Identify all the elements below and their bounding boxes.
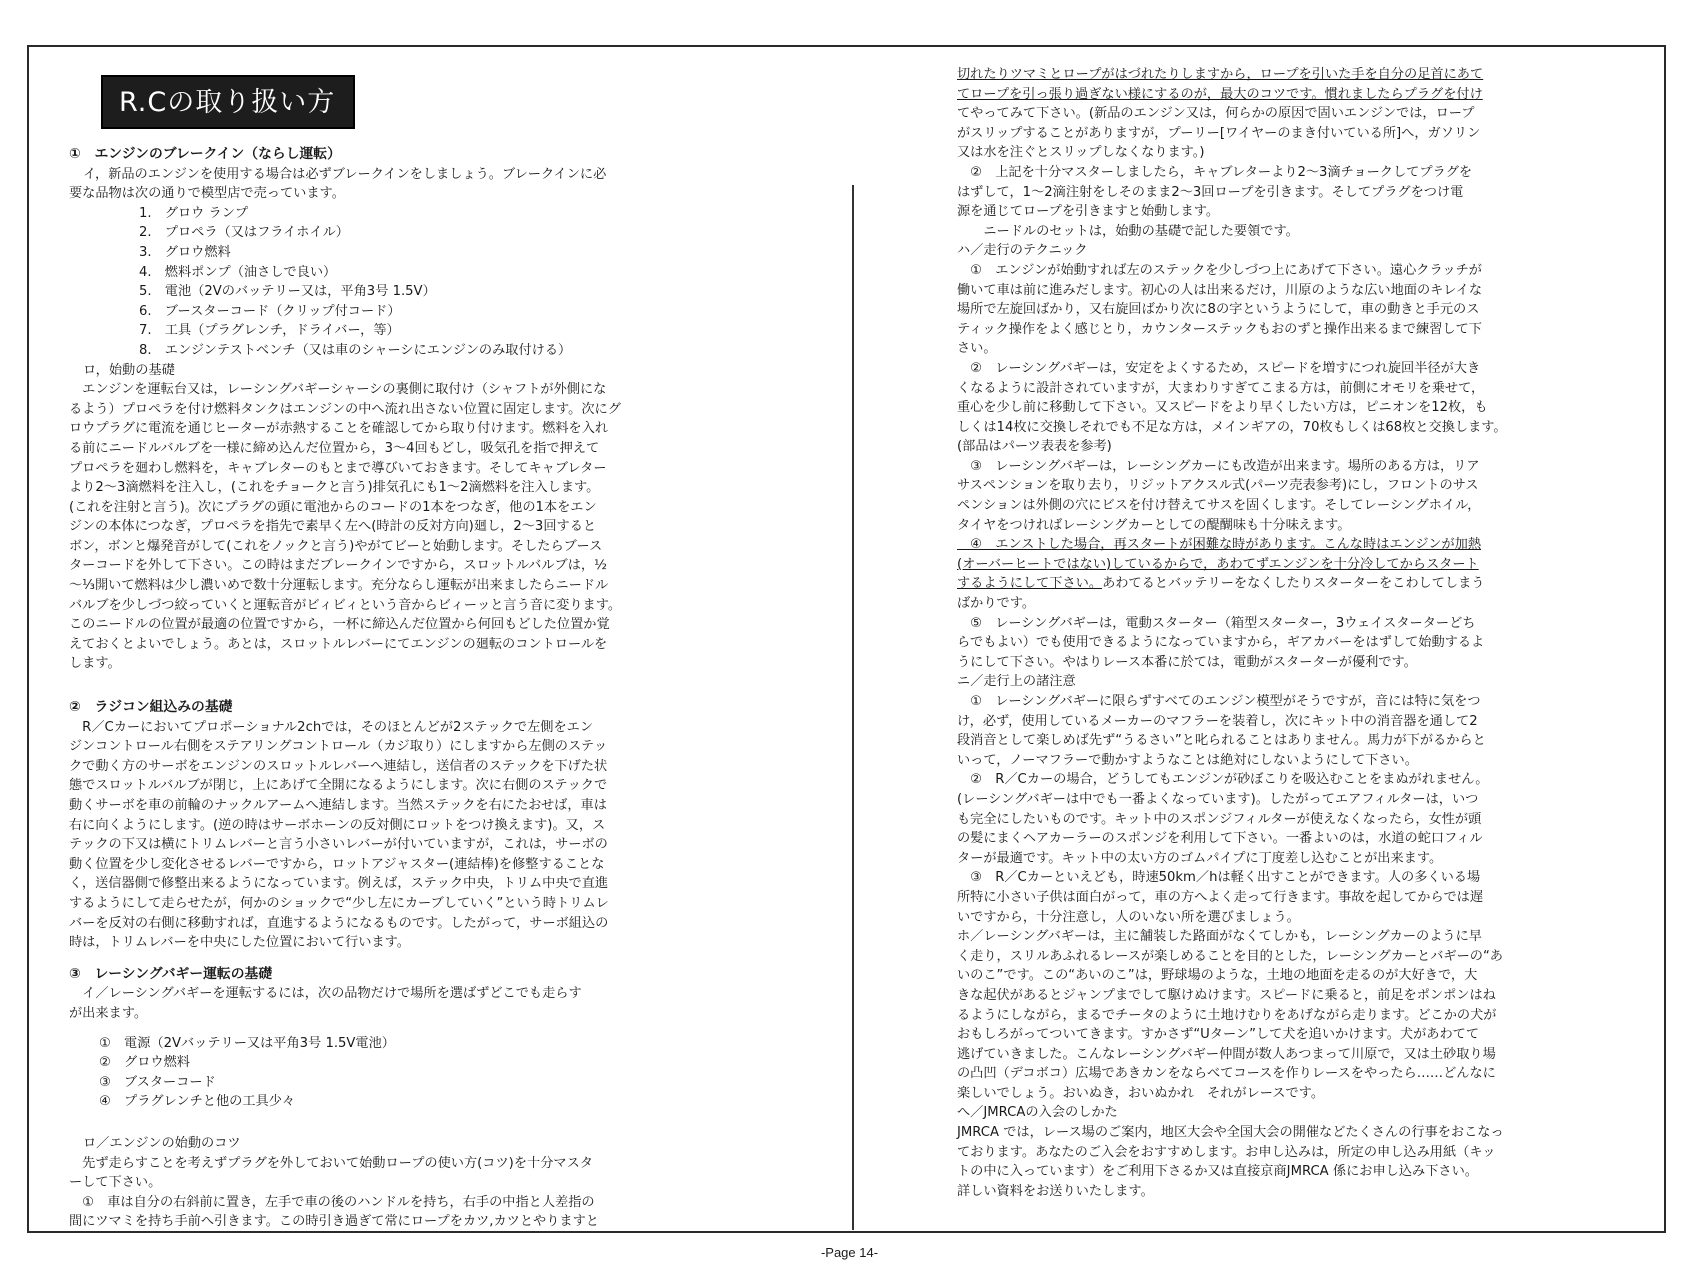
underlined-text: するようにして下さい。 [957, 576, 1103, 592]
paragraph-line: いのこ”です。この“あいのこ”は，野球場のような，土地の地面を走るのが大好きで，大 [957, 968, 1478, 984]
subheading-driving-notes: ニ／走行上の諸注意 [957, 674, 1076, 690]
paragraph-line: ③ レーシングバギーは，レーシングカーにも改造が出来ます。場所のある方は，リア [957, 458, 1480, 474]
paragraph-line: 楽しいでしょう。おいぬき，おいぬかれ それがレースです。 [957, 1085, 1325, 1101]
paragraph-line: け，必ず，使用しているメーカーのマフラーを装着し，次にキット中の消音器を通して2 [957, 713, 1478, 729]
paragraph-line: うにして下さい。やはりレース本番に於ては，電動がスターターが優利です。 [957, 654, 1417, 670]
paragraph-line: (これを注射と言う)。次にプラグの頭に電池からのコードの1本をつなぎ，他の1本をエン [69, 499, 597, 515]
list-item: 3. グロウ燃料 [139, 244, 231, 260]
paragraph-line: ティック操作をよく感じとり，カウンターステックもおのずと操作出来るまで練習して下 [957, 321, 1482, 337]
list-item: 2. プロペラ（又はフライホイル） [139, 225, 349, 241]
paragraph-line: く，送信器側で修整出来るようになっています。例えば，ステック中央，トリム中央で直進 [69, 876, 609, 892]
subheading-jmrca: トの中に入っています）をご利用下さるか又は直接京商JMRCA 係にお申し込み下さい。 [957, 1164, 1478, 1180]
list-item: ② グロウ燃料 [99, 1055, 190, 1071]
paragraph-line [957, 574, 1657, 594]
subheading-start-basics: ロ，始動の基礎 [83, 362, 175, 378]
paragraph-line: がスリップすることがありますが，プーリー[ワイヤーのまき付いている所]へ，ガソリン [957, 125, 1481, 141]
paragraph-line: 態でスロットルバルブが閉じ，上にあげて全開になるようにします。次に右側のステックで [69, 778, 608, 794]
paragraph-line: ターコードを外して下さい。この時はまだブレークインですから，スロットルバルブは，½ [69, 558, 607, 574]
paragraph-line: 切れたりツマミとロープがはづれたりしますから，ロープを引いた手を自分の足首にあて [957, 67, 1484, 82]
paragraph-line: ② レーシングバギーは，安定をよくするため，スピードを増すにつれ旋回半径が大き [957, 360, 1481, 376]
paragraph-line: (レーシングバギーは中でも一番よくなっています)。したがってエアフィルターは，いつ [957, 791, 1479, 807]
paragraph-line: へ／JMRCAの入会のしかた [957, 1105, 1118, 1121]
paragraph-line: てロープを引っ張り過ぎない様にするのが，最大のコツです。慣れましたらプラグを付け [957, 86, 1483, 102]
paragraph-line: ③ R／Cカーといえども，時速50km／hは軽く出すことができます。人の多くいる場 [957, 870, 1481, 886]
paragraph-line: るようにしながら，まるでチータのように土地けむりをあげながら走ります。どこかの犬が [957, 1007, 1497, 1023]
paragraph-line: 要な品物は次の通りで模型店で売っています。 [69, 186, 345, 202]
paragraph-line: ① エンジンが始動すれば左のステックを少しづつ上にあげて下さい。遠心クラッチが [957, 262, 1482, 278]
paragraph-line: このニードルの位置が最適の位置ですから，一杯に締込んだ位置から何回もどした位置か覚 [69, 617, 610, 633]
paragraph-line: ターが最適です。キット中の太い方のゴムパイプに丁度差し込むことが出来ます。 [957, 850, 1443, 866]
paragraph-line: くなるように設計されていますが，大まわりすぎてこまる方は，前側にオモリを乗せて， [957, 380, 1485, 396]
paragraph-line: ホ／レーシングバギーは，主に舗装した路面がなくてしかも，レーシングカーのように早 [957, 929, 1482, 945]
paragraph-line: (部品はパーツ表表を参考) [957, 439, 1112, 455]
paragraph-line: 先ず走らすことを考えずプラグを外しておいて始動ロープの使い方(コツ)を十分マスタ [69, 1155, 593, 1171]
list-item: 8. エンジンテストベンチ（又は車のシャーシにエンジンのみ取付ける） [139, 342, 572, 358]
paragraph-line: バルブを少しづつ絞っていくと運転音がビィビィという音からビィーッと言う音に変ります。 [69, 597, 622, 613]
paragraph-line: さい。 [957, 341, 997, 357]
list-item: ③ ブスターコード [99, 1074, 216, 1090]
page-title: R.Cの取り扱い方 [101, 75, 355, 129]
paragraph-line: テックの下又は横にトリムレバーと言う小さいレバーが付いていますが，これは，サーボの [69, 837, 608, 853]
paragraph-line: ② 上記を十分マスターしましたら，キャブレターより2～3滴チョークしてプラグを [957, 164, 1473, 180]
paragraph-line: 段消音として楽しめば先ず“うるさい”と叱られることはありません。馬力が下がるからと [957, 733, 1486, 749]
paragraph-line: 逃げていきました。こんなレーシングバギー仲間が数人あつまって川原で，又は土砂取り場 [957, 1046, 1496, 1062]
paragraph-line: 動くサーボを車の前輪のナックルアームへ連結します。当然ステックを右にたおせば，車は [69, 798, 607, 813]
paragraph-line: ております。あなたのご入会をおすすめします。お申し込みは，所定の申し込み用紙（キッ [957, 1144, 1496, 1160]
paragraph-line: 又は水を注ぐとスリップしなくなります。) [957, 145, 1205, 161]
paragraph-line: ① レーシングバギーに限らずすべてのエンジン模型がそうですが，音には特に気をつ [957, 694, 1481, 709]
list-item: ④ プラグレンチと他の工具少々 [99, 1094, 296, 1110]
section-heading-buggy-operation: ③ レーシングバギー運転の基礎 [69, 965, 273, 982]
column-divider [852, 185, 854, 1230]
paragraph-line: いって，ノーマフラーで動かすようなことは絶対にしないようにして下さい。 [957, 752, 1418, 768]
paragraph-line: いですから，十分注意し，人のいない所を選びましょう。 [957, 909, 1300, 925]
paragraph-line: ばかりです。 [957, 596, 1036, 612]
plain-text: あわてるとバッテリーをなくしたりスターターをこわしてしまう [1102, 576, 1485, 592]
paragraph-line: 源を通じてロープを引きますと始動します。 [957, 204, 1220, 220]
subheading-start-tips: ロ／エンジンの始動のコツ [83, 1135, 241, 1151]
paragraph-line: クで動く方のサーボをエンジンのスロットルレバーへ連結し，送信者のステックを下げた状 [69, 758, 608, 774]
paragraph-line: ジンの本体につなぎ，プロペラを指先で素早く左へ(時計の反対方向)廻し，2～3回すると [69, 519, 597, 535]
paragraph-line: るよう）プロペラを付け燃料タンクはエンジンの中へ流れ出さない位置に固定します。次にグ [69, 401, 621, 417]
paragraph-line: 重心を少し前に移動して下さい。又スピードをより早くしたい方は，ピニオンを12枚，も [957, 400, 1488, 416]
list-item: ① 電源（2Vバッテリー又は平角3号 1.5V電池） [99, 1035, 395, 1051]
paragraph-line: ジンコントロール右側をステアリングコントロール（カジ取り）にしますから左側のステッ [69, 739, 608, 755]
paragraph-line: ロウプラグに電流を通じヒーターが赤熱することを確認してから取り付けます。燃料を入れ [69, 421, 609, 437]
paragraph-line: 詳しい資料をお送りいたします。 [957, 1183, 1154, 1199]
paragraph-line: る前にニードルバルブを一様に締め込んだ位置から，3～4回もどし，吸気孔を指で押えて [69, 440, 600, 456]
left-column [69, 69, 789, 1232]
list-item: 6. ブースターコード（クリップ付コード） [139, 303, 401, 319]
paragraph-line: 右に向くようにします。(逆の時はサーボホーンの反対側にロットをつけ換えます)。又，ス [69, 817, 606, 833]
paragraph-line: 所特に小さい子供は面白がって，車の方へよく走って行きます。事故を起してからでは遅 [957, 889, 1484, 905]
paragraph-line: きな起伏があるとジャンプまでして駆けぬけます。スピードに乗ると，前足をポンポンはね [957, 987, 1496, 1003]
paragraph-line: ② R／Cカーの場合，どうしてもエンジンが砂ぼこりを吸込むことをまぬがれません。 [957, 772, 1489, 788]
list-item: 4. 燃料ポンプ（油さしで良い） [139, 264, 337, 280]
paragraph-line: 動く位置を少し変化させるレバーですから，ロットアジャスター(連結棒)を修整することな [69, 856, 605, 872]
paragraph-line: 場所で左旋回ばかり，又右旋回ばかり次に8の字というようにして，車の動きと手元のス [957, 302, 1480, 318]
list-item: 1. グロウ ランプ [139, 205, 249, 221]
paragraph-line: ボン，ボンと爆発音がして(これをノックと言う)やがてビーと始動します。そしたらブース [69, 538, 603, 554]
paragraph-line: てやってみて下さい。(新品のエンジン又は，何らかの原因で固いエンジンでは，ロープ [957, 106, 1475, 122]
section-heading-break-in: ① エンジンのブレークイン（ならし運転） [69, 146, 341, 162]
page-frame [27, 45, 1666, 1233]
paragraph-line: らでもよい）でも使用できるようになっていますから，ギアカバーをはずして始動するよ [957, 635, 1485, 651]
paragraph-line: ーして下さい。 [69, 1175, 162, 1191]
paragraph-line: ペンションは外側の穴にビスを付け替えてサスを固くします。そしてレーシングホイル， [957, 498, 1481, 514]
paragraph-line: プロペラを廻わし燃料を，キャブレターのもとまで導びいておきます。そしてキャブレター [69, 460, 607, 476]
paragraph-line: ニードルのセットは，始動の基礎で記した要領です。 [957, 223, 1299, 239]
paragraph-line: 働いて車は前に進みだします。初心の人は出来るだけ，川原のような広い地面のキレイな [957, 282, 1483, 298]
paragraph-line: R／Cカーにおいてプロポーショナル2chでは，そのほとんどが2ステックで左側をエン [69, 719, 594, 735]
paragraph-line: JMRCA では，レース場のご案内，地区大会や全国大会の開催などたくさんの行事をおこなっ [957, 1125, 1504, 1141]
paragraph-line: ① 車は自分の右斜前に置き，左手で車の後のハンドルを持ち，右手の中指と人差指の [69, 1194, 595, 1210]
paragraph-line: ⑤ レーシングバギーは，電動スターター（箱型スターター，3ウェイスターターどち [957, 615, 1476, 631]
paragraph-line: えておくとよいでしょう。あとは，スロットルレバーにてエンジンの廻転のコントロールを [69, 636, 608, 652]
right-column [957, 65, 1657, 1201]
paragraph-line: も完全にしたいものです。キット中のスポンジフィルターが使えなくなったら，女性が頭 [957, 811, 1482, 827]
paragraph-line: エンジンを運転台又は，レーシングバギーシャーシの裏側に取付け（シャフトが外側にな [69, 382, 607, 398]
paragraph-line: サスペンションを取り去り，リジットアクスル式(パーツ売表参考)にし，フロントのサス [957, 478, 1479, 494]
paragraph-line: するようにして走らせたが，何かのショックで“少し左にカーブしていく”という時トリムレ [69, 895, 609, 911]
paragraph-line: ～⅓開いて燃料は少し濃いめで数十分運転します。充分ならし運転が出来ましたらニードル [69, 578, 609, 594]
paragraph-line: します。 [69, 656, 121, 672]
paragraph-line: が出来ます。 [69, 1005, 148, 1021]
paragraph-line: タイヤをつければレーシングカーとしての醍醐味も十分味えます。 [957, 517, 1351, 533]
paragraph-line: ④ エンストした場合，再スタートが困難な時があります。こんな時はエンジンが加熱 [957, 537, 1482, 553]
paragraph-line: く走り，スリルあふれるレースが楽しめることを目的とした，レーシングカーとバギーの“あ [957, 948, 1503, 964]
paragraph-line: バーを反対の右側に移動すれば，直進するようになるものです。したがって，サーボ組込の [69, 915, 609, 931]
paragraph-line: の凸凹（デコボコ）広場であきカンをならべてコースを作りレースをやったら……どんなに [957, 1066, 1496, 1082]
list-item: 5. 電池（2Vのバッテリー又は，平角3号 1.5V） [139, 284, 436, 300]
paragraph-line: の髪にまくヘアカーラーのスポンジを利用して下さい。一番よいのは，水道の蛇口フィル [957, 831, 1483, 847]
paragraph-line: 時は，トリムレバーを中央にした位置において行います。 [69, 935, 410, 951]
section-heading-radio-install: ② ラジコン組込みの基礎 [69, 699, 233, 716]
paragraph-line: より2～3滴燃料を注入し，(これをチョークと言う)排気孔にも1～2滴燃料を注入します。 [69, 480, 600, 496]
paragraph-line: しくは14枚に交換しそれでも不足な方は，メインギアの，70枚もしくは68枚と交換します。 [957, 419, 1507, 435]
paragraph-line: イ，新品のエンジンを使用する場合は必ずブレークインをしましょう。ブレークインに必 [83, 166, 607, 182]
paragraph-line: (オーバーヒートではない)しているからで，あわてずエンジンを十分冷してからスタート [957, 556, 1479, 572]
paragraph-line: はずして，1～2滴注射をしそのまま2～3回ロープを引きます。そしてプラグをつけ電 [957, 184, 1464, 200]
subheading-driving-technique: ハ／走行のテクニック [957, 243, 1088, 259]
paragraph-line: 間にツマミを持ち手前へ引きます。この時引き過ぎて常にロープをカツ,カツとやりますと [69, 1214, 599, 1230]
paragraph-line: おもしろがってついてきます。すかさず“Uターン”して犬を追いかけます。犬があわてて [957, 1027, 1480, 1043]
list-item: 7. 工具（プラグレンチ，ドライバー，等） [139, 323, 400, 339]
paragraph-line: イ／レーシングバギーを運転するには，次の品物だけで場所を選ばずどこでも走らす [69, 986, 582, 1002]
page-number: -Page 14- [820, 1245, 879, 1260]
